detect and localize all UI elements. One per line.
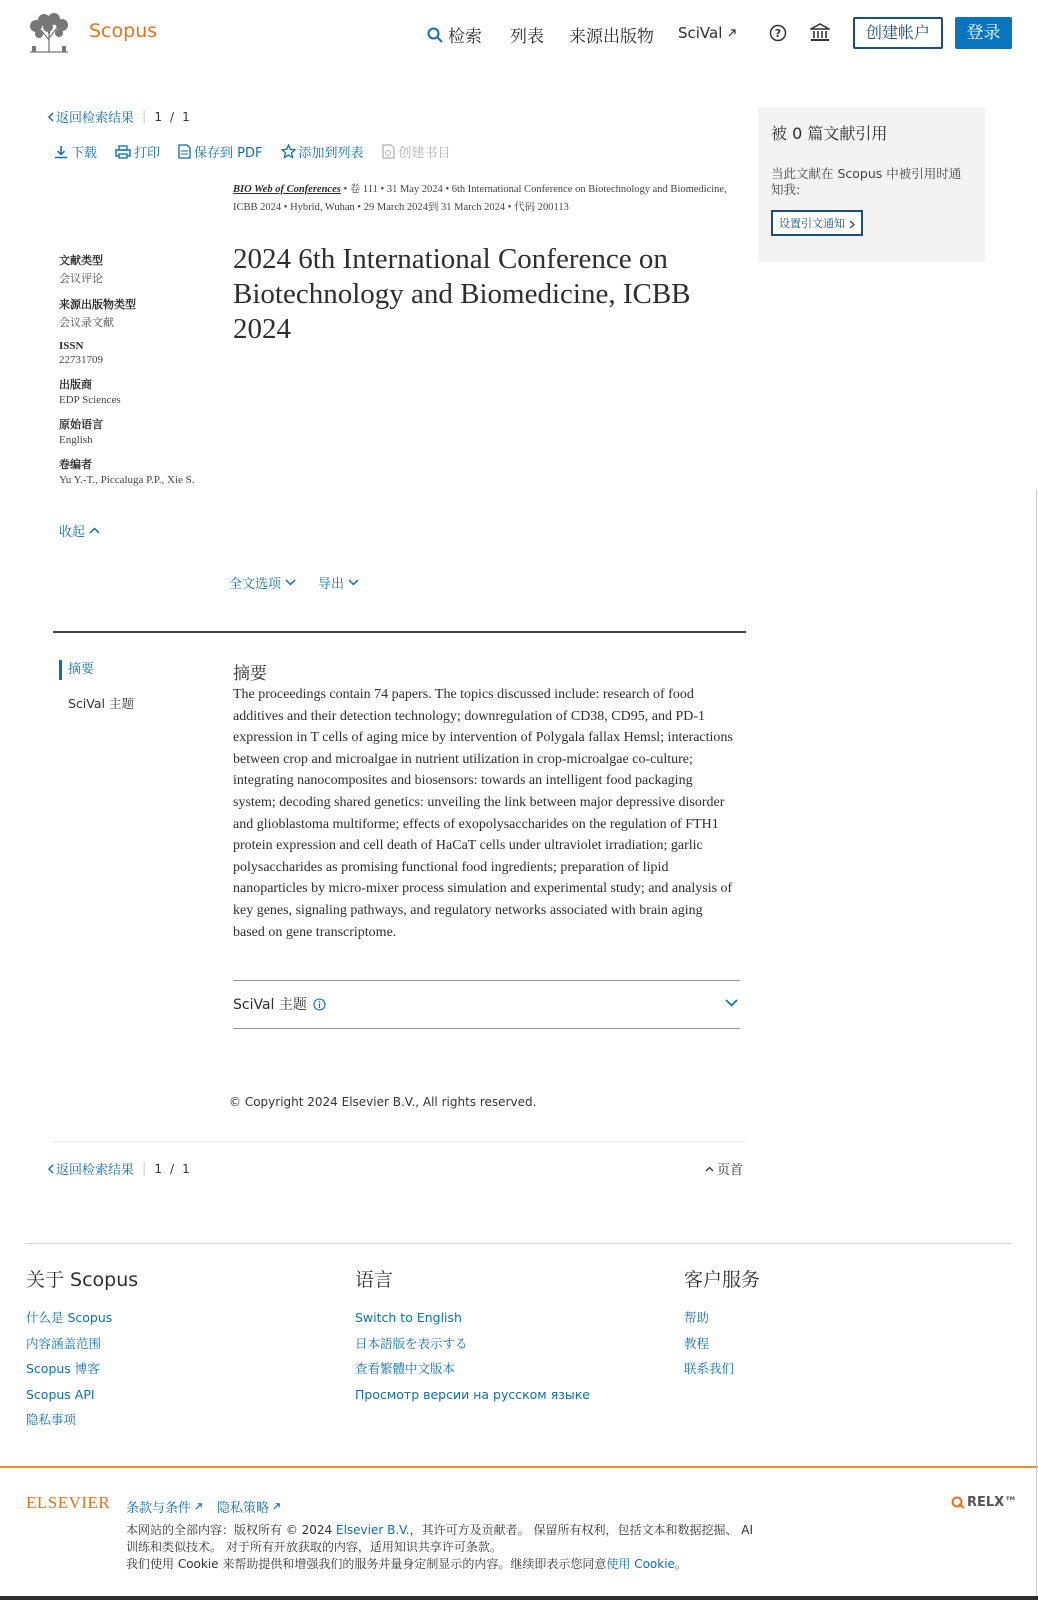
elsevier-logo[interactable]: ELSEVIER (26, 1493, 111, 1512)
create-account-button[interactable]: 创建帐户 (853, 17, 943, 49)
collapse-metadata-button[interactable] (59, 521, 100, 540)
chevron-left-icon (47, 1164, 54, 1174)
meta-label: 原始语言 (59, 419, 103, 431)
conference-name: 6th International Conference on Biotechnology and Biomedicine, ICBB 2024 (233, 184, 727, 213)
export-dropdown[interactable] (318, 573, 359, 592)
meta-label: 卷编者 (59, 459, 92, 471)
result-separator: / (170, 109, 175, 124)
set-citation-alert-label: 设置引文通知 (779, 217, 845, 230)
create-bibliography-label: 创建书目 (398, 146, 451, 161)
download-label: 下载 (71, 146, 98, 161)
footer-link[interactable]: Scopus 博客 (26, 1361, 100, 1376)
footer-link[interactable]: 内容涵盖范围 (26, 1335, 102, 1351)
back-to-results-label: 返回检索结果 (56, 1163, 135, 1178)
meta-source-type: 会议录文献 (59, 317, 114, 329)
add-to-list-button[interactable] (281, 142, 364, 161)
back-to-results-label: 返回检索结果 (56, 111, 135, 126)
terms-label: 条款与条件 (126, 1501, 192, 1516)
relx-mark-icon (951, 1496, 965, 1509)
breadcrumb (47, 107, 190, 126)
meta-editors: Yu Y.-T., Piccaluga P.P., Xie S. (59, 474, 195, 486)
back-to-results-link[interactable] (47, 107, 134, 126)
legal-text: ，其许可方及贡献者。 保留所有权利，包括文本和数据挖掘、 AI 训练和类似技术。 对于所有开放获取的内容，适用知识共享许可条款。 (126, 1523, 754, 1554)
window-bottom-edge (0, 1596, 1038, 1600)
abstract-text: The proceedings contain 74 papers. The topics discussed include: research of food additives and their detection technology; downregulation of CD38, CD95, and PD-1 expression in T cells of aging mice by intervention of Polygala fallax Hemsl; interactions between crop and microalgae in nutrient utilization in crop-microalgae co-culture; integrating nanocomposites and biosensors: towards an intelligent food packaging system; decoding shared genetics: unveiling the link between major depressive disorder and glioblastoma multiforme; effects of exopolysaccharides on the regulation of FTH1 protein expression and cell death of HaCaT cells under ultraviolet irradiation; garlic polysaccharides as promising functional food ingredients; preparation of lipid nanoparticles by micro-mixer process simulation and experimental study; and analysis of key genes, signaling pathways, and regulatory networks associated with brain aging based on gene transcriptome. (233, 687, 733, 940)
cookie-link[interactable]: 使用 Cookie (606, 1557, 675, 1571)
footer-accent-rule (0, 1466, 1038, 1468)
result-total: 1 (182, 109, 190, 124)
footer-language-column (355, 1265, 590, 1407)
footer-link[interactable]: 联系我们 (684, 1361, 735, 1376)
terms-link[interactable] (126, 1497, 203, 1516)
scrollbar-edge (1036, 490, 1037, 1600)
relx-logo[interactable] (951, 1495, 1017, 1510)
print-label: 打印 (134, 146, 161, 161)
document-metadata (59, 252, 219, 496)
result-total: 1 (182, 1161, 190, 1176)
footer-link[interactable]: 查看繁體中文版本 (355, 1361, 456, 1376)
meta-language: English (59, 434, 93, 446)
help-icon[interactable] (769, 24, 787, 42)
result-index: 1 (154, 109, 163, 124)
meta-label: 出版商 (59, 379, 92, 391)
divider (53, 1141, 746, 1142)
svg-text:?: ? (774, 27, 782, 40)
section-divider (53, 631, 746, 633)
print-icon (115, 145, 131, 159)
volume: 卷 111 (349, 184, 378, 195)
footer-about-column (26, 1265, 138, 1433)
cited-by-title: 被 0 篇文献引用 (771, 124, 888, 143)
info-icon[interactable] (313, 998, 326, 1011)
create-bibliography-button[interactable] (382, 142, 451, 161)
breadcrumb-bottom (47, 1159, 190, 1178)
search-icon (427, 27, 443, 43)
footer-link[interactable]: 隐私事项 (26, 1412, 77, 1427)
login-button[interactable]: 登录 (955, 17, 1012, 49)
pdf-icon (178, 144, 191, 159)
footer-heading: 关于 Scopus (26, 1269, 139, 1291)
legal-links (126, 1497, 281, 1516)
nav-lists[interactable]: 列表 (510, 27, 544, 47)
scival-topics-label: SciVal 主题 (233, 997, 307, 1013)
legal-text: 本网站的全部内容：版权所有 © 2024 (126, 1523, 336, 1537)
legal-notice (126, 1522, 766, 1573)
publication-date: 31 May 2024 (386, 184, 443, 195)
collapse-label: 收起 (59, 525, 86, 540)
result-separator: / (170, 1161, 175, 1176)
result-index: 1 (154, 1161, 163, 1176)
chevron-right-icon (849, 220, 855, 229)
document-toolbar (54, 142, 451, 161)
back-to-top-link[interactable] (705, 1159, 743, 1178)
elsevier-link[interactable]: Elsevier B.V. (335, 1523, 410, 1537)
chevron-down-icon (285, 579, 296, 586)
external-link-icon (272, 1502, 281, 1511)
nav-scival[interactable] (678, 24, 737, 42)
footer-link[interactable]: 帮助 (684, 1310, 710, 1325)
download-icon (54, 145, 68, 159)
nav-scival-topics-link[interactable]: SciVal 主题 (68, 696, 134, 711)
copyright-notice: © Copyright 2024 Elsevier B.V., All rights reserved. (229, 1095, 537, 1109)
set-citation-alert-button[interactable] (771, 210, 863, 236)
elsevier-tree-logo[interactable] (26, 12, 72, 54)
footer-link[interactable]: Просмотр версии на русском языке (355, 1386, 590, 1402)
chevron-up-icon (705, 1166, 714, 1172)
citation-alert-description: 当此文献在 Scopus 中被引用时通知我: (771, 166, 962, 197)
nav-sources[interactable]: 来源出版物 (569, 27, 654, 47)
conference-location: Hybrid, Wuhan (290, 202, 355, 213)
footer-link[interactable]: Switch to English (355, 1310, 462, 1325)
footer-link[interactable]: 什么是 Scopus (26, 1310, 113, 1325)
footer-link[interactable]: Scopus API (26, 1386, 95, 1402)
scopus-brand[interactable]: Scopus (89, 20, 158, 42)
divider: | (142, 109, 147, 124)
back-to-top-label: 页首 (717, 1163, 744, 1178)
meta-publisher: EDP Sciences (59, 394, 121, 406)
abstract-section-nav (59, 660, 134, 712)
nav-abstract-link[interactable]: 摘要 (59, 660, 134, 680)
conference-dates: 29 March 2024到 31 March 2024 (363, 202, 506, 213)
meta-label: 来源出版物类型 (59, 299, 136, 311)
nav-search-label: 检索 (448, 27, 482, 47)
print-button[interactable] (115, 142, 160, 161)
footer-link[interactable]: 日本語版を表示する (355, 1335, 468, 1351)
scival-topics-header (233, 994, 326, 1014)
save-pdf-button[interactable] (178, 142, 262, 161)
meta-label: ISSN (59, 340, 84, 352)
add-to-list-label: 添加到列表 (298, 146, 364, 161)
source-info: BIO Web of Conferences • 卷 111 • 31 May 2024 • 6th International Conference on Biotechnology and Biomedicine, ICBB 2024 • Hybrid, Wuhan • 29 March 2024到 31 March 2024 • 代码 200113 (233, 184, 727, 213)
external-link-icon (727, 28, 737, 38)
cited-by-card (758, 107, 985, 262)
meta-issn: 22731709 (59, 354, 103, 366)
bibliography-icon (382, 144, 396, 159)
divider: | (142, 1161, 147, 1176)
back-to-results-link[interactable] (47, 1159, 134, 1178)
chevron-down-icon (725, 999, 738, 1007)
chevron-left-icon (47, 112, 54, 122)
document-options (229, 573, 359, 592)
save-pdf-label: 保存到 PDF (194, 146, 263, 161)
chevron-down-icon (348, 579, 359, 586)
full-text-options-label: 全文选项 (229, 577, 282, 592)
site-header (0, 0, 1038, 70)
export-label: 导出 (318, 577, 345, 592)
conference-code: 代码 200113 (514, 202, 569, 213)
footer-divider (26, 1243, 1012, 1244)
journal-title-link[interactable]: BIO Web of Conferences (233, 184, 341, 195)
nav-search[interactable] (427, 22, 482, 47)
nav-scival-label: SciVal (678, 24, 723, 42)
legal-text: 。 (674, 1557, 687, 1571)
abstract-heading: 摘要 (233, 664, 267, 684)
footer-heading: 客户服务 (684, 1269, 761, 1291)
meta-label: 文献类型 (59, 255, 103, 267)
footer-link[interactable]: 教程 (684, 1335, 710, 1351)
download-button[interactable] (54, 142, 97, 161)
scival-topics-accordion[interactable] (233, 980, 740, 1029)
footer-heading: 语言 (355, 1269, 394, 1291)
document-title: 2024 6th International Conference on Biotechnology and Biomedicine, ICBB 2024 (233, 243, 691, 345)
full-text-options-dropdown[interactable] (229, 573, 296, 592)
meta-document-type: 会议评论 (59, 273, 103, 285)
chevron-up-icon (89, 527, 100, 534)
privacy-link[interactable] (217, 1497, 281, 1516)
external-link-icon (194, 1502, 203, 1511)
star-icon (281, 144, 296, 159)
institution-icon[interactable] (810, 23, 830, 42)
relx-label: RELX™ (967, 1495, 1018, 1510)
footer-service-column (684, 1265, 760, 1382)
privacy-label: 隐私策略 (217, 1501, 270, 1516)
legal-text: 我们使用 Cookie 来帮助提供和增强我们的服务并量身定制显示的内容。继续即表示您同意 (126, 1557, 607, 1571)
